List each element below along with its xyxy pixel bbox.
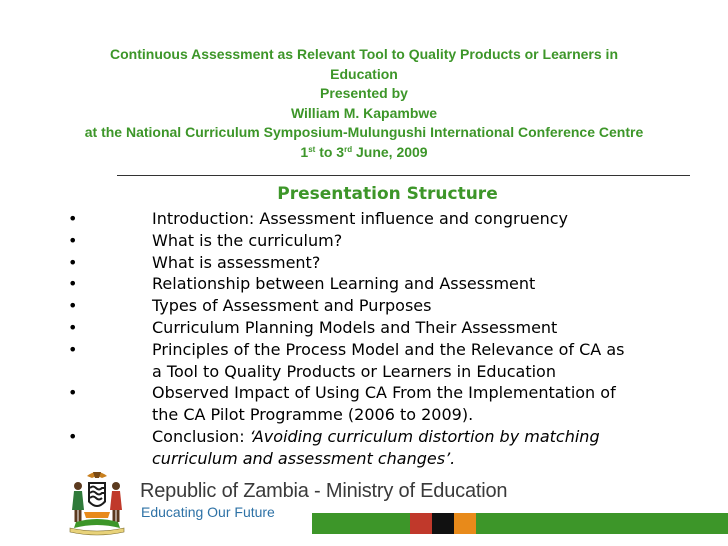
title-line-1: Continuous Assessment as Relevant Tool to Quality Products or Learners in: [110, 46, 618, 62]
title-line-2: Education: [330, 65, 398, 82]
ministry-name: Republic of Zambia - Ministry of Education: [140, 480, 508, 502]
list-item: • Conclusion: ‘Avoiding curriculum distortion by matching curriculum and assessment changes’.: [68, 426, 600, 468]
list-item: • Introduction: Assessment influence and congruency: [68, 209, 568, 228]
bullet-icon: •: [68, 274, 78, 294]
list-item: • Principles of the Process Model and the Relevance of CA as a Tool to Quality Products or Learners in Education: [68, 339, 625, 381]
list-item: • What is the curriculum?: [68, 230, 343, 250]
bullet-icon: •: [68, 209, 78, 228]
section-title: Presentation Structure: [277, 184, 498, 204]
ministry-banner: [0, 462, 728, 546]
bullet-icon: •: [68, 296, 78, 316]
zambia-coat-of-arms-icon: [62, 466, 132, 536]
date: 1st to 3rd June, 2009: [300, 143, 428, 160]
presenter-name: William M. Kapambwe: [290, 104, 438, 121]
flag-stripe-green-left: [312, 513, 410, 534]
bullet-icon: •: [68, 426, 78, 446]
venue: at the National Curriculum Symposium-Mulungushi International Conference Centre: [84, 124, 644, 140]
list-item: • Observed Impact of Using CA From the Implementation of the CA Pilot Programme (2006 to 2009).: [68, 383, 616, 425]
bullet-icon: •: [68, 339, 78, 359]
flag-stripe-orange: [454, 513, 476, 534]
flag-stripe-red: [410, 513, 432, 534]
title-block: [0, 45, 728, 162]
flag-stripe-black: [432, 513, 454, 534]
ministry-tagline: Educating Our Future: [141, 504, 275, 520]
bullet-icon: •: [68, 383, 78, 403]
list-item: • Relationship between Learning and Assessment: [68, 274, 536, 294]
bullet-icon: •: [68, 252, 78, 272]
list-item: • Curriculum Planning Models and Their Assessment: [68, 317, 558, 337]
list-item: • Types of Assessment and Purposes: [68, 296, 432, 316]
list-item: • What is assessment?: [68, 252, 321, 272]
bullet-list: [0, 208, 728, 470]
bullet-icon: •: [68, 317, 78, 337]
divider-line: [117, 175, 690, 176]
flag-stripe-green-right: [476, 513, 728, 534]
bullet-icon: •: [68, 230, 78, 250]
flag-stripes: [312, 513, 728, 534]
presented-by: Presented by: [320, 85, 408, 101]
